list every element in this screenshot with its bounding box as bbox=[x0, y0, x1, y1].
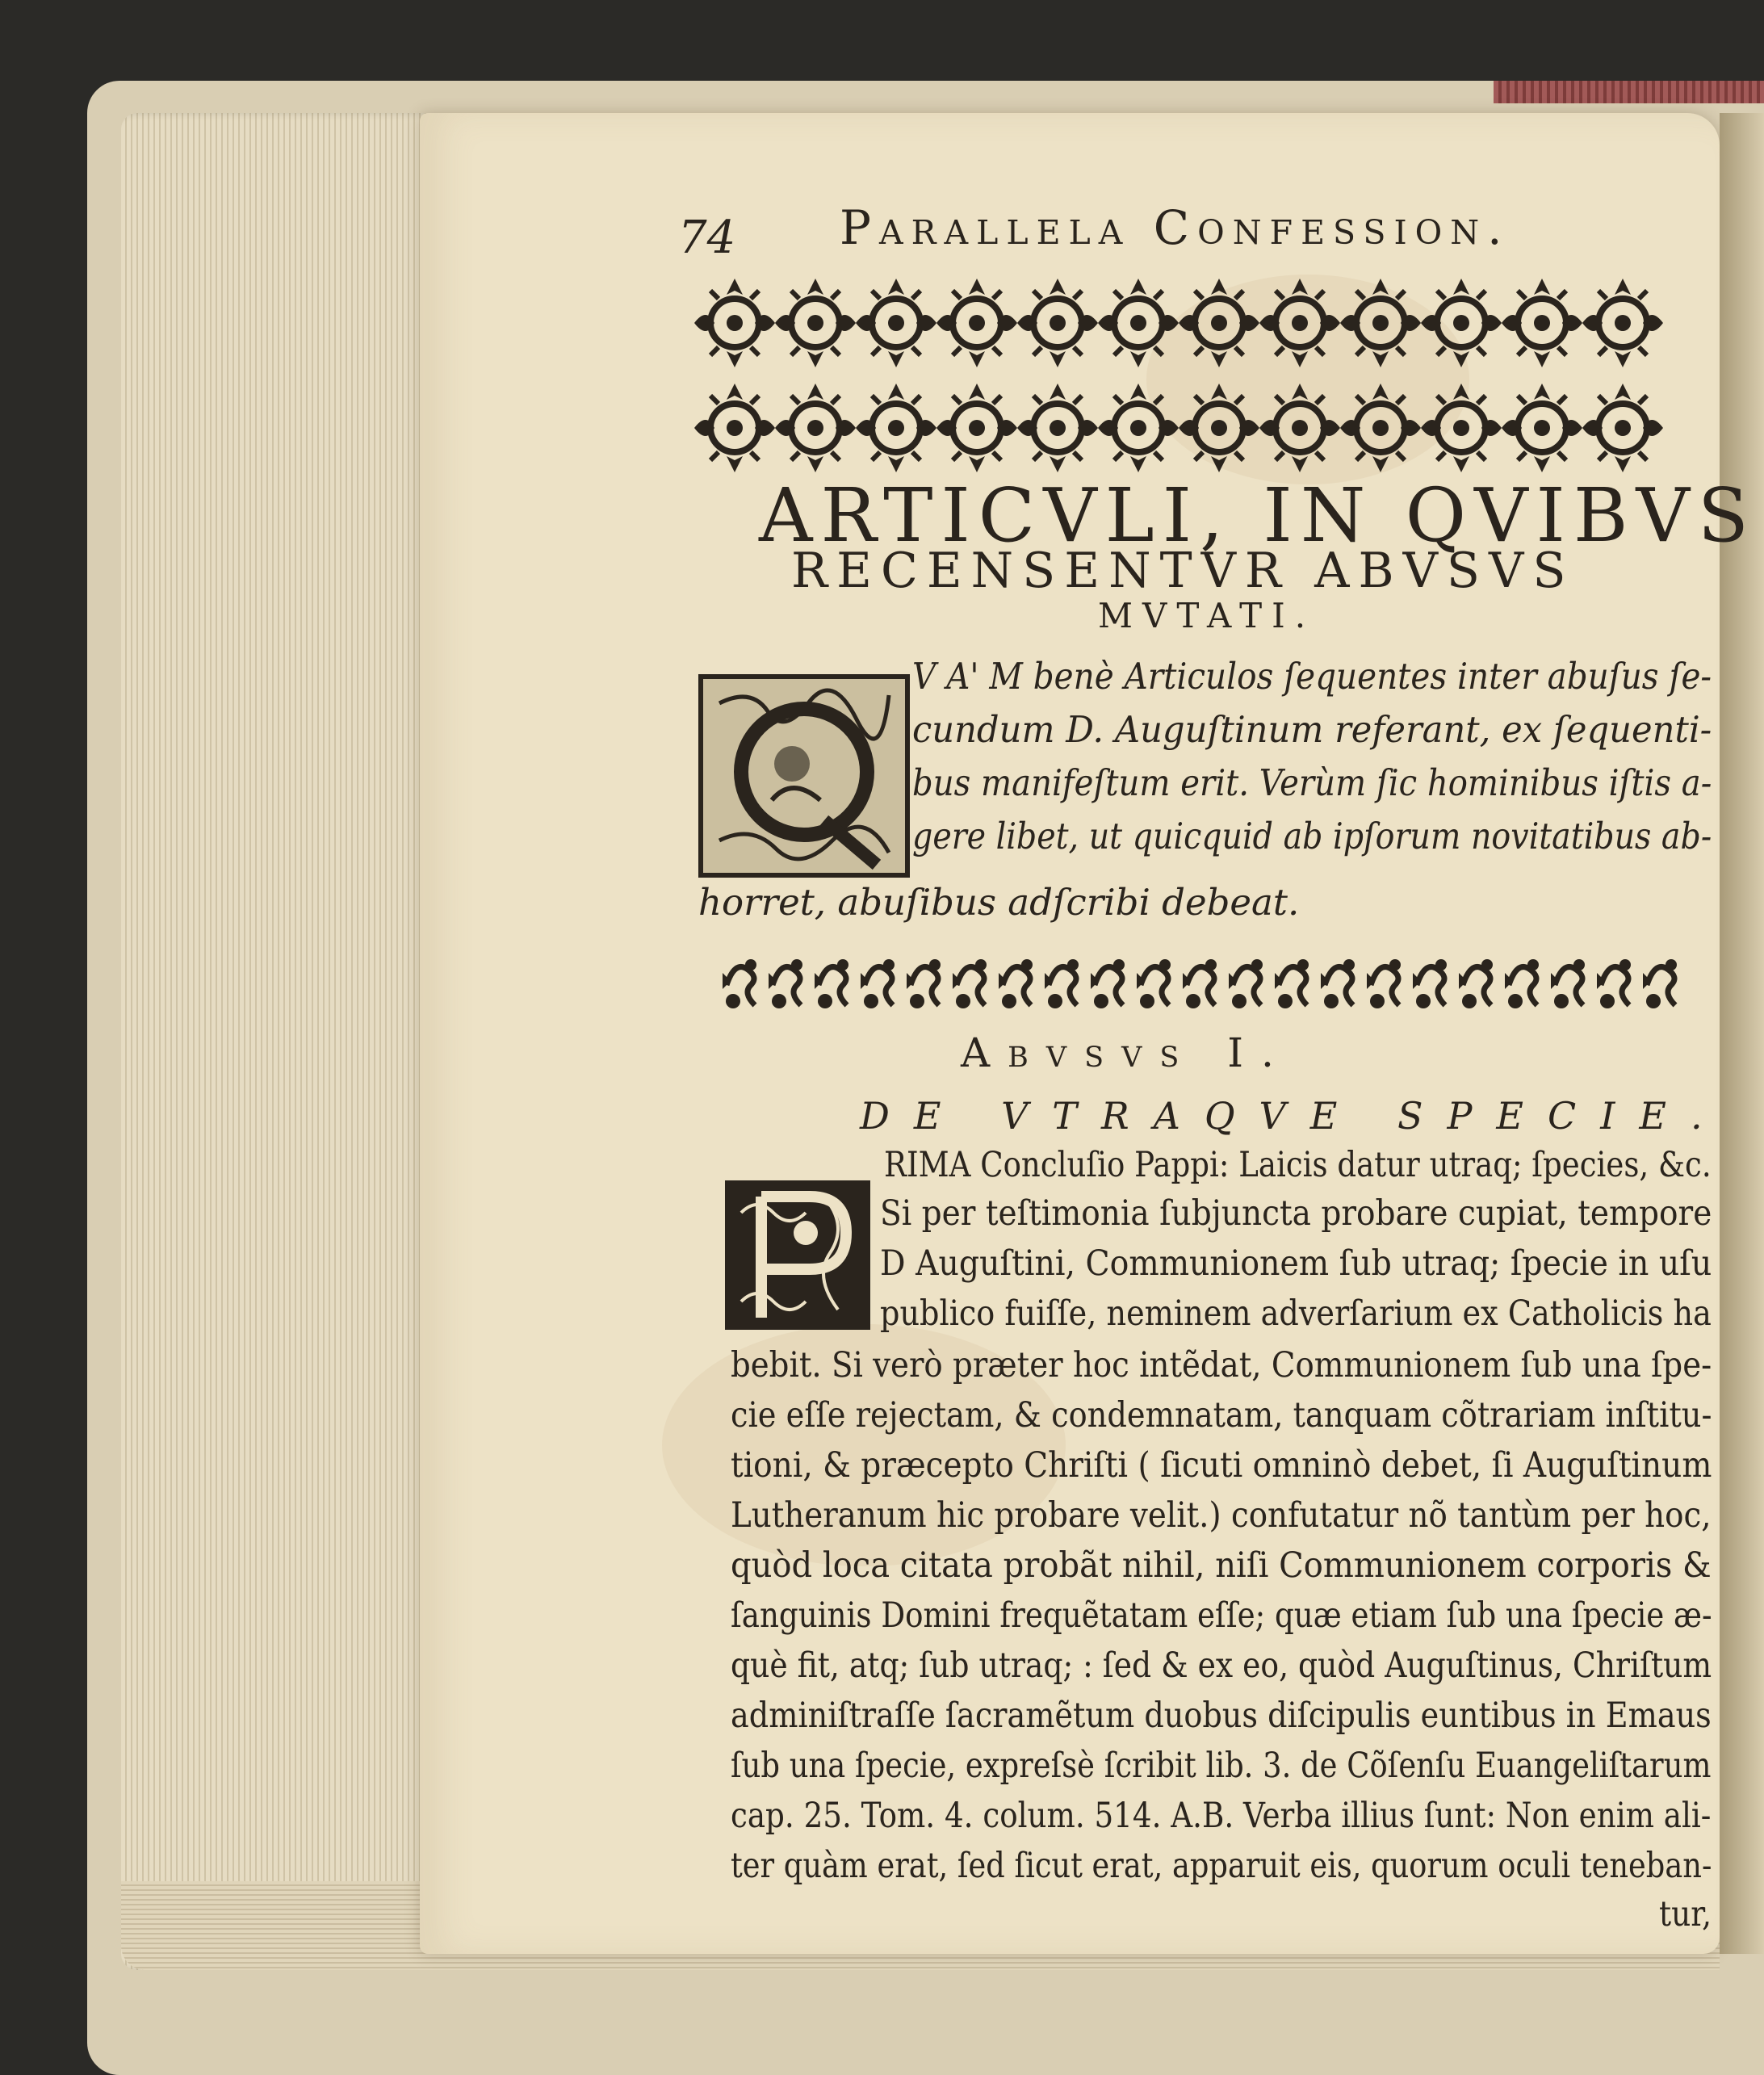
intro-line: V A' M benè Articulos ſequentes inter abuſus ſe- bbox=[912, 655, 1712, 698]
section-subtitle: DE VTRAQVE SPECIE. bbox=[860, 1094, 1727, 1138]
body-line: cap. 25. Tom. 4. colum. 514. A.B. Verba illius ſunt: Non enim ali- bbox=[731, 1796, 1712, 1836]
body-line: Si per teſtimonia ſubjuncta probare cupiat, tempore bbox=[880, 1193, 1712, 1234]
body-line: tioni, & præcepto Chriſti ( ſicuti omninò debet, ſi Auguſtinum bbox=[731, 1445, 1712, 1486]
section-title: Abvsvs I. bbox=[961, 1029, 1292, 1076]
body-line: ſub una ſpecie, expreſsè ſcribit lib. 3. de Cõſenſu Euangeliſtarum bbox=[731, 1746, 1712, 1786]
body-line: cie eſſe rejectam, & condemnatam, tanquam cõtrariam inſtitu- bbox=[731, 1395, 1712, 1436]
body-line: adminiſtraſſe ſacramẽtum duobus diſcipulis euntibus in Emaus bbox=[731, 1696, 1712, 1736]
body-line: publico fuiſſe, neminem adverſarium ex Catholicis ha bbox=[880, 1293, 1712, 1334]
body-line: ter quàm erat, ſed ſicut erat, apparuit eis, quorum oculi teneban- bbox=[731, 1846, 1712, 1886]
body-line: Lutheranum hic probare velit.) confutatur nõ tantùm per hoc, bbox=[731, 1495, 1712, 1536]
catchword: tur, bbox=[1659, 1894, 1712, 1935]
body-line: ſanguinis Domini frequẽtatam eſſe; quæ etiam ſub una ſpecie æ- bbox=[731, 1595, 1712, 1636]
page-number: 74 bbox=[678, 212, 736, 264]
intro-line: gere libet, ut quicquid ab ipſorum novitatibus ab- bbox=[912, 815, 1712, 857]
body-line: bebit. Si verò præter hoc intẽdat, Communionem ſub una ſpe- bbox=[731, 1345, 1712, 1385]
body-line: D Auguſtini, Communionem ſub utraq; ſpecie in uſu bbox=[880, 1243, 1712, 1284]
running-head-title: Parallela Confession. bbox=[840, 200, 1511, 255]
intro-line: horret, abuſibus adſcribi debeat. bbox=[698, 881, 1300, 924]
article-title-line2: RECENSENTVR ABVSVS bbox=[791, 543, 1575, 599]
body-line: quòd loca citata probãt nihil, niſi Communionem corporis & bbox=[731, 1545, 1712, 1586]
intro-line: cundum D. Auguſtinum referant, ex ſequenti- bbox=[912, 708, 1712, 751]
article-title-line3: MVTATI. bbox=[1098, 596, 1316, 635]
body-line: RIMA Concluſio Pappi: Laicis datur utraq; ſpecies, &c. bbox=[884, 1145, 1712, 1185]
article-title-line1: ARTICVLI, IN QVIBVS bbox=[759, 472, 1757, 559]
intro-line: bus manifeſtum erit. Verùm ſic hominibus iſtis a- bbox=[912, 761, 1712, 804]
body-line: què fit, atq; ſub utraq; : ſed & ex eo, quòd Auguſtinus, Chriſtum bbox=[731, 1645, 1712, 1686]
